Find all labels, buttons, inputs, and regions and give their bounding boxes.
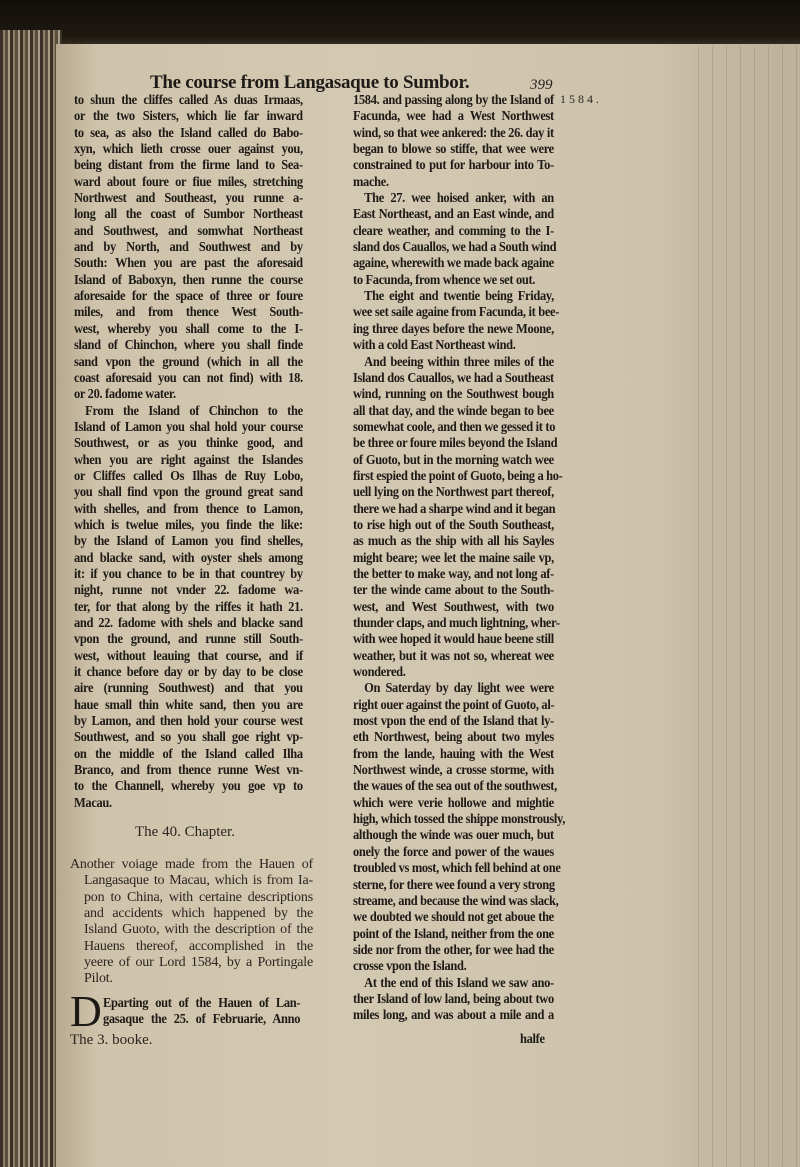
chapter-heading: The 40. Chapter. (135, 824, 235, 840)
text-line: Northwest and Southeast, you runne a- (74, 190, 303, 206)
text-line: haue small thin white sand, then you are (74, 696, 303, 712)
text-line: Island Guoto, with the description of the (84, 922, 313, 938)
text-line: Northwest winde, a crosse storme, with (353, 762, 554, 778)
text-line: ward about foure or fiue miles, stretching (74, 173, 303, 189)
text-line: west, and West Southwest, with two (353, 598, 554, 614)
text-line: sand vpon the ground (which in all the (74, 353, 303, 369)
text-line: vpon the ground, and runne still South- (74, 631, 303, 647)
text-line: Macau. (74, 794, 112, 810)
text-line: most vpon the end of the Island that ly- (353, 713, 554, 729)
text-line: yeere of our Lord 1584, by a Portingale (84, 955, 313, 971)
text-line: Island dos Cauallos, we had a Southeast (353, 369, 554, 385)
text-line: troubled vs most, which fell behind at one (353, 860, 561, 876)
text-line: South: When you are past the aforesaid (74, 255, 303, 271)
text-line: be three or foure miles beyond the Island (353, 435, 558, 451)
text-line: and accidents which happened by the (84, 906, 313, 922)
text-line: on the middle of the Island called Ilha (74, 745, 303, 761)
text-line: and Southwest, and somwhat Northeast (74, 222, 303, 238)
text-line: right ouer against the point of Guoto, al- (353, 696, 555, 712)
text-line: long all the coast of Sumbor Northeast (74, 206, 303, 222)
text-line: or the two Sisters, which lie far inward (74, 108, 303, 124)
text-line: which is twelue miles, you finde the like: (74, 516, 303, 532)
text-line: began to blowe so stiffe, that wee were (353, 141, 554, 157)
text-line: with wee hoped it would haue beene still (353, 631, 554, 647)
text-line: from the lande, hauing with the West (353, 745, 554, 761)
text-line: Hauens thereof, accomplished in the (84, 938, 313, 954)
text-line: 1584. and passing along by the Island of (353, 92, 554, 107)
text-line: wind, running on the Southwest bough (353, 386, 554, 402)
text-line: ing three dayes before the newe Moone, (353, 320, 554, 336)
text-line: wee set saile againe from Facunda, it bee- (353, 304, 560, 320)
text-line: Branco, and from thence runne West vn- (74, 762, 303, 778)
text-line: The 27. wee hoised anker, with an (364, 190, 554, 206)
drop-cap: D (70, 987, 102, 1036)
text-line: and by North, and Southwest and by (74, 239, 303, 255)
text-line: East Northeast, and an East winde, and (353, 206, 554, 222)
text-line: with a cold East Northeast wind. (353, 337, 516, 353)
text-line: or Cliffes called Os Ilhas de Ruy Lobo, (74, 467, 303, 483)
text-line: cleare weather, and comming to the I- (353, 222, 554, 238)
text-line: point of the Island, neither from the one (353, 925, 554, 941)
text-line: Island of Baboxyn, then runne the course (74, 271, 303, 287)
text-line: Langasaque to Macau, which is from Ia- (84, 873, 313, 889)
text-line: gasaque the 25. of Februarie, Anno (103, 1011, 301, 1027)
text-line: there we had a sharpe wind and it began (353, 500, 556, 516)
text-line: coast aforesaid you can not find) with 18. (74, 369, 303, 385)
text-line: it: if you chance to be in that countrey by (74, 565, 303, 581)
text-line: ter, for that along by the riffes it hath 21. (74, 598, 303, 614)
text-line: thunder claps, and much lightning, wher- (353, 615, 560, 630)
text-line: wondered. (353, 664, 406, 680)
text-line: sland dos Cauallos, we had a South wind (353, 239, 557, 255)
text-line: streame, and because the wind was slack, (353, 892, 559, 908)
text-line: Facunda, wee had a West Northwest (353, 108, 554, 124)
right-column (353, 92, 566, 1024)
text-line: by the Island of Lamon you find shelles, (74, 533, 303, 549)
text-line: Eparting out of the Hauen of Lan- (103, 995, 301, 1010)
text-line: ter the winde came about to the South- (353, 582, 554, 598)
opening-lines (103, 995, 300, 1028)
text-line: being distant from the firme land to Sea- (74, 157, 303, 173)
text-line: with shelles, and from thence to Lamon, (74, 500, 303, 516)
text-line: and 22. fadome with shels and blacke sand (74, 615, 303, 630)
text-line: aire (running Southwest) and that you (74, 680, 303, 696)
text-line: the waues of the sea out of the southwest, (353, 778, 557, 794)
text-line: of Guoto, but in the morning watch wee (353, 451, 554, 467)
signature-mark: The 3. booke. (70, 1032, 153, 1048)
text-line: weather, but it was not so, whereat wee (353, 647, 554, 663)
text-line: constrained to put for harbour into To- (353, 157, 554, 173)
text-line: side nor from the other, for wee had the (353, 941, 554, 957)
text-line: The eight and twentie being Friday, (364, 288, 554, 304)
book-gutter (0, 30, 62, 1167)
text-line: Another voiage made from the Hauen of (70, 857, 313, 872)
running-head: The course from Langasaque to Sumbor. (150, 72, 470, 93)
text-line: uell lying on the Northwest part thereof, (353, 484, 554, 500)
text-line: as much as the ship with all his Sayles (353, 533, 554, 549)
text-line: sterne, for there wee found a very strong (353, 876, 555, 892)
text-line: night, runne not vnder 22. fadome wa- (74, 582, 303, 598)
text-line: or 20. fadome water. (74, 386, 176, 402)
text-line: to rise high out of the South Southeast, (353, 516, 554, 532)
text-line: wind, so that wee ankered: the 26. day it (353, 124, 554, 140)
text-line: miles, and from thence West South- (74, 304, 303, 320)
text-line: On Saterday by day light wee were (364, 680, 554, 696)
scan-background-top (0, 0, 800, 46)
catchword: halfe (520, 1031, 545, 1046)
text-line: you shall find vpon the ground great sand (74, 484, 303, 500)
text-line: somewhat coole, and then we gessed it to (353, 418, 556, 434)
text-line: crosse vpon the Island. (353, 958, 467, 974)
text-line: all that day, and the winde began to bee (353, 402, 554, 418)
text-line: At the end of this Island we saw ano- (364, 974, 554, 990)
text-line: againe, wherewith we made back againe (353, 255, 554, 271)
text-line: to sea, as also the Island called do Babo- (74, 124, 303, 140)
text-line: Island of Lamon you shal hold your course (74, 418, 303, 434)
left-column (74, 92, 303, 811)
text-line: high, which tossed the shippe monstrously, (353, 811, 566, 827)
text-line: sland of Chinchon, where you shall finde (74, 337, 303, 353)
text-line: ther Island of low land, being about two (353, 990, 554, 1006)
text-line: first espied the point of Guoto, being a ho- (353, 467, 563, 483)
text-line: miles long, and was about a mile and a (353, 1007, 554, 1023)
page-number: 399 (530, 77, 553, 93)
text-line: to the Channell, whereby you goe vp to (74, 778, 303, 794)
text-line: by Lamon, and then hold your course west (74, 713, 303, 729)
text-line: pon to China, with certaine descriptions (84, 889, 313, 905)
text-line: to shun the cliffes called As duas Irmaas, (74, 92, 303, 107)
text-line: From the Island of Chinchon to the (85, 402, 303, 418)
text-line: west, whereby you shall come to the I- (74, 320, 303, 336)
text-line: the better to make way, and not long af- (353, 565, 554, 581)
text-line: west, without leauing that course, and if (74, 647, 303, 663)
text-line: we doubted we should not get aboue the (353, 909, 554, 925)
page-edges (690, 46, 800, 1167)
text-line: might beare; wee let the maine saile vp, (353, 549, 554, 565)
text-line: And beeing within three miles of the (364, 353, 554, 369)
margin-note: 1584. (560, 92, 602, 106)
text-line: Southwest, or as you thinke good, and (74, 435, 303, 451)
text-line: xyn, which lieth crosse ouer against you, (74, 141, 303, 157)
chapter-summary (70, 857, 313, 988)
text-line: Southwest, and so you shall goe right vp- (74, 729, 303, 745)
text-line: onely the force and power of the waues (353, 843, 554, 859)
text-line: aforesaide for the space of three or foure (74, 288, 303, 304)
text-line: and blacke sand, with oyster shels among (74, 549, 303, 565)
text-line: mache. (353, 173, 389, 189)
text-line: eth Northwest, being about two myles (353, 729, 554, 745)
text-line: to Facunda, from whence we set out. (353, 271, 536, 287)
text-line: it chance before day or by day to be close (74, 664, 303, 680)
text-line: when you are right against the Islandes (74, 451, 303, 467)
text-line: which were verie hollowe and mightie (353, 794, 554, 810)
text-line: although the winde was ouer much, but (353, 827, 554, 843)
text-line: Pilot. (84, 971, 113, 987)
